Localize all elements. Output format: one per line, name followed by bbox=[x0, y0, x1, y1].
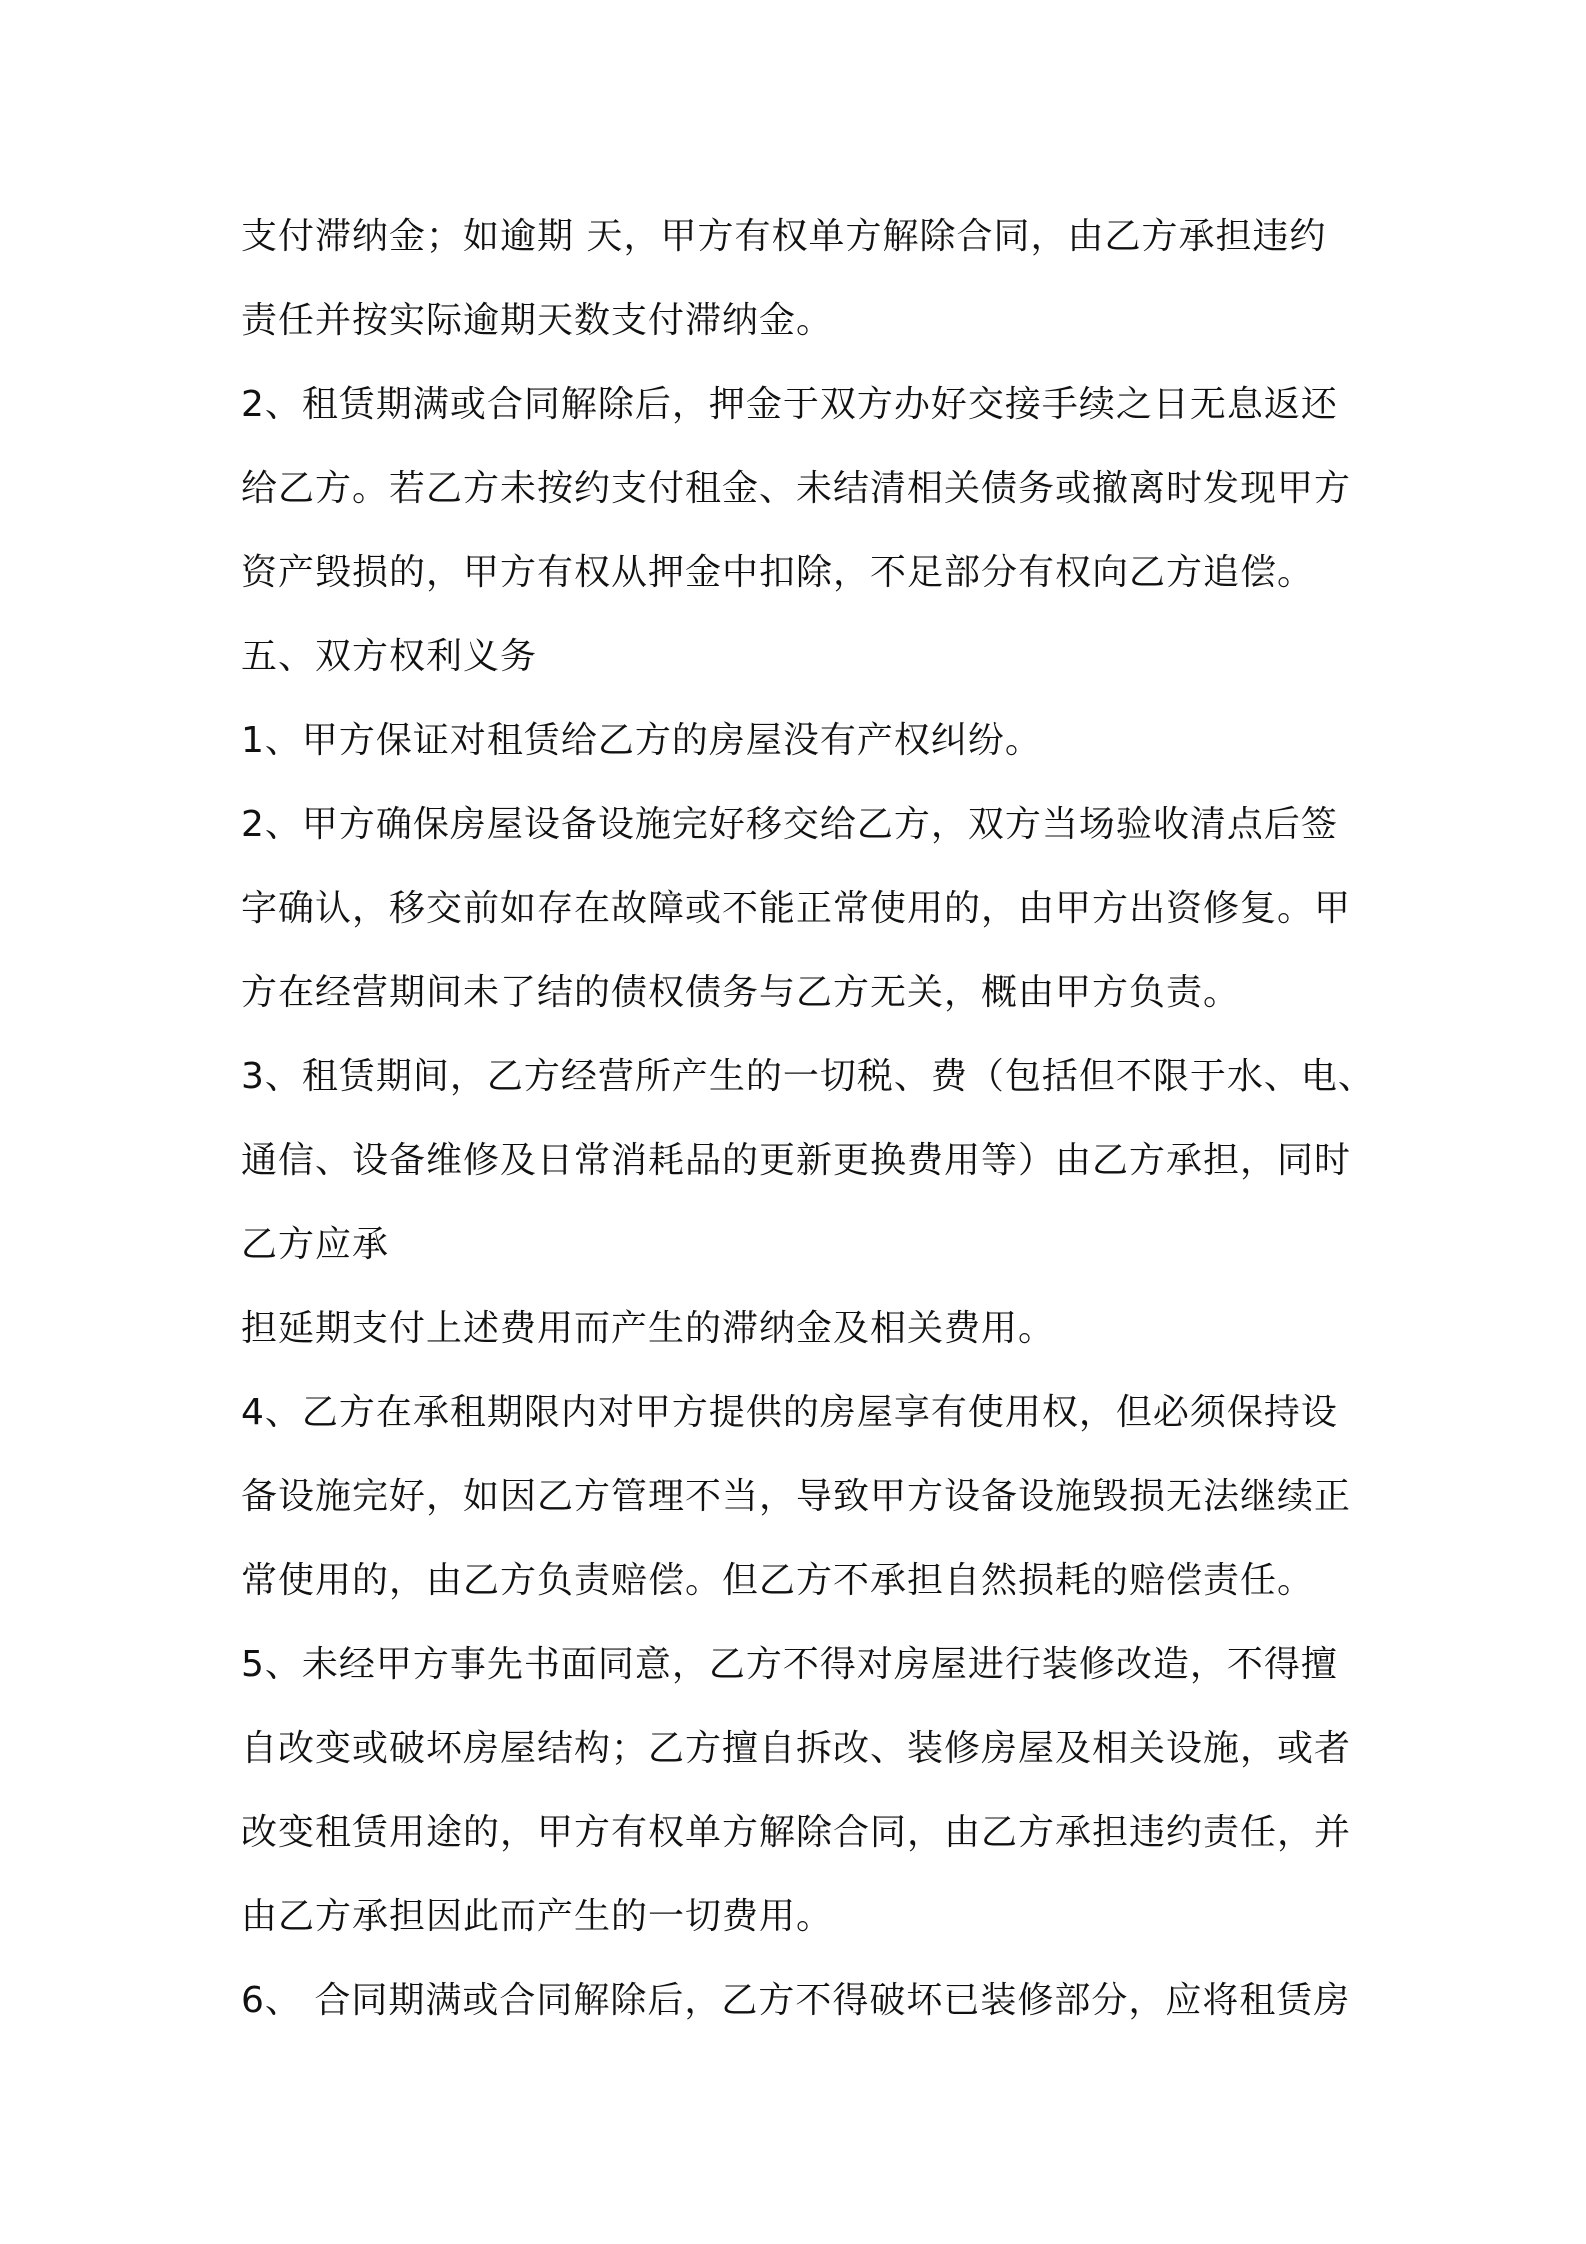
text-line: 责任并按实际逾期天数支付滞纳金。 bbox=[241, 300, 834, 341]
text-line: 担延期支付上述费用而产生的滞纳金及相关费用。 bbox=[241, 1308, 1056, 1349]
text-line: 资产毁损的，甲方有权从押金中扣除，不足部分有权向乙方追偿。 bbox=[241, 552, 1315, 593]
text-line: 改变租赁用途的，甲方有权单方解除合同，由乙方承担违约责任，并 bbox=[241, 1812, 1352, 1853]
text-line: 通信、设备维修及日常消耗品的更新更换费用等）由乙方承担，同时 bbox=[241, 1140, 1352, 1181]
text-line: 3、租赁期间，乙方经营所产生的一切税、费（包括但不限于水、电、 bbox=[241, 1056, 1375, 1097]
text-line: 常使用的，由乙方负责赔偿。但乙方不承担自然损耗的赔偿责任。 bbox=[241, 1560, 1315, 1601]
section-heading: 五、双方权利义务 bbox=[241, 636, 538, 677]
text-line: 1、甲方保证对租赁给乙方的房屋没有产权纠纷。 bbox=[241, 720, 1042, 761]
text-line: 2、租赁期满或合同解除后，押金于双方办好交接手续之日无息返还 bbox=[241, 384, 1338, 425]
text-line: 方在经营期间未了结的债权债务与乙方无关，概由甲方负责。 bbox=[241, 972, 1241, 1013]
text-line: 支付滞纳金；如逾期 天，甲方有权单方解除合同，由乙方承担违约 bbox=[241, 216, 1327, 257]
contract-text-body bbox=[241, 195, 1375, 2043]
text-line: 4、乙方在承租期限内对甲方提供的房屋享有使用权，但必须保持设 bbox=[241, 1392, 1338, 1433]
text-line: 2、甲方确保房屋设备设施完好移交给乙方，双方当场验收清点后签 bbox=[241, 804, 1338, 845]
text-line: 由乙方承担因此而产生的一切费用。 bbox=[241, 1896, 834, 1937]
text-line: 备设施完好，如因乙方管理不当，导致甲方设备设施毁损无法继续正 bbox=[241, 1476, 1352, 1517]
text-line: 自改变或破坏房屋结构；乙方擅自拆改、装修房屋及相关设施，或者 bbox=[241, 1728, 1352, 1769]
text-line: 5、未经甲方事先书面同意，乙方不得对房屋进行装修改造，不得擅 bbox=[241, 1644, 1338, 1685]
text-line: 6、 合同期满或合同解除后，乙方不得破坏已装修部分，应将租赁房 bbox=[241, 1980, 1351, 2021]
text-line: 给乙方。若乙方未按约支付租金、未结清相关债务或撤离时发现甲方 bbox=[241, 468, 1352, 509]
text-line: 乙方应承 bbox=[241, 1224, 390, 1265]
text-line: 字确认，移交前如存在故障或不能正常使用的，由甲方出资修复。甲 bbox=[241, 888, 1352, 929]
